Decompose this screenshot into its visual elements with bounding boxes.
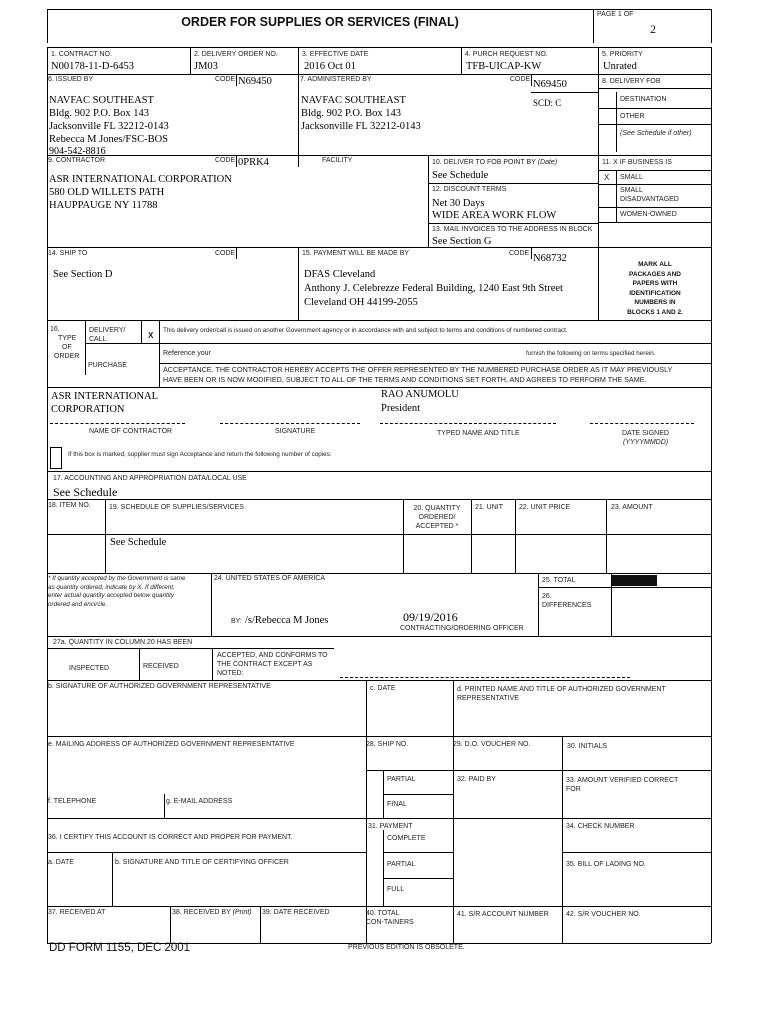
purch-request-value: TFB-UICAP-KW [466, 61, 542, 72]
mail-invoices-label: 13. MAIL INVOICES TO THE ADDRESS IN BLOCK [432, 226, 593, 233]
typed-title: President [381, 403, 421, 414]
issued-by-line: NAVFAC SOUTHEAST [49, 95, 154, 106]
delivery-order-label: 2. DELIVERY ORDER NO. [194, 51, 278, 58]
scd-code: SCD: C [533, 98, 562, 108]
quantity-note-line: ordered and encircle. [48, 600, 108, 608]
type-of-order-label [50, 325, 79, 361]
acceptance-text-1: ACCEPTANCE. THE CONTRACTOR HEREBY ACCEPTS THE OFFER REPRESENTED BY THE NUMBERED PURCHASE ORDER AS IT MAY PREVIOUSLY [163, 365, 673, 374]
delivery-call-mark[interactable]: X [148, 331, 154, 340]
noted-line [340, 677, 630, 678]
administered-by-line: Jacksonville FL 32212-0143 [301, 121, 421, 132]
total-containers-line: 40. TOTAL [366, 910, 400, 917]
unit-price-label: 22. UNIT PRICE [519, 504, 571, 511]
complete-label: COMPLETE [387, 835, 426, 842]
contract-no-label: 1. CONTRACT NO. [51, 51, 112, 58]
received-by-print: (Print) [232, 909, 252, 916]
discount-terms-line: Net 30 Days [432, 198, 485, 209]
women-owned-label: WOMEN-OWNED [620, 211, 677, 218]
amount-verified-line: FOR [566, 786, 581, 793]
fob-other-label: OTHER [620, 113, 645, 120]
priority-value: Unrated [603, 61, 637, 72]
contract-no-value: N00178-11-D-6453 [51, 61, 135, 72]
quantity-note-line: as quantity ordered, indicate by X. If different, [48, 583, 175, 591]
received-label: RECEIVED [143, 663, 179, 670]
type-label-of: OF [62, 344, 72, 351]
contractor-line: 580 OLD WILLETS PATH [49, 187, 165, 198]
signed-date: 09/19/2016 [403, 610, 458, 624]
contractor-code-label: CODE [215, 157, 236, 164]
name-of-contractor-label: NAME OF CONTRACTOR [89, 428, 173, 435]
final-label: FINAL [387, 801, 407, 808]
copies-note: If this box is marked, supplier must sign Acceptance and return the following number of copies: [68, 451, 332, 458]
usa-label: 24. UNITED STATES OF AMERICA [214, 575, 325, 582]
mark-all-line: IDENTIFICATION [629, 289, 681, 297]
accepted-line: THE CONTRACT EXCEPT AS [217, 661, 313, 668]
signature-label: SIGNATURE [275, 428, 316, 435]
contractor-name-line: CORPORATION [51, 404, 125, 415]
differences-label [542, 592, 591, 610]
fob-other-checkbox[interactable] [599, 108, 616, 124]
obsolete-notice: PREVIOUS EDITION IS OBSOLETE. [348, 944, 465, 951]
certify-date-label: a. DATE [48, 859, 74, 866]
discount-terms-line: WIDE AREA WORK FLOW [432, 210, 557, 221]
mailing-address-label: e. MAILING ADDRESS OF AUTHORIZED GOVERNMENT REPRESENTATIVE [48, 741, 295, 748]
facility-label: FACILITY [322, 157, 353, 164]
date-format-label: (YYYYMMDD) [623, 439, 669, 446]
administered-by-line: Bldg. 902 P.O. Box 143 [301, 108, 402, 119]
mark-all-line: PAPERS WITH [632, 280, 678, 287]
amount-label: 23. AMOUNT [611, 504, 653, 511]
purchase-label: PURCHASE [88, 362, 127, 369]
received-by-text: 38. RECEIVED BY [172, 909, 231, 916]
accounting-label: 17. ACCOUNTING AND APPROPRIATION DATA/LOCAL USE [53, 475, 247, 482]
sr-voucher-label: 42. S/R VOUCHER NO. [566, 911, 641, 918]
type-label-16: 16. [50, 326, 60, 333]
issued-by-line: Jacksonville FL 32212-0143 [49, 121, 169, 132]
ship-to-label: 14. SHIP TO [48, 250, 88, 257]
mark-all-line: MARK ALL [638, 261, 672, 268]
small-business-label: SMALL [620, 174, 643, 181]
total-label: 25. TOTAL [542, 577, 576, 584]
quantity-note-line: * If quantity accepted by the Government is same [48, 575, 186, 582]
issued-by-line: Bldg. 902 P.O. Box 143 [49, 108, 150, 119]
full-label: FULL [387, 886, 405, 893]
payment-label: 31. PAYMENT [368, 823, 413, 830]
check-number-label: 34. CHECK NUMBER [566, 823, 635, 830]
gov-rep-name-label [457, 685, 666, 703]
mark-all-line: NUMBERS IN [634, 299, 676, 306]
deliver-fob-label [432, 159, 557, 167]
issued-by-line: 904-542-8816 [49, 146, 106, 157]
payment-by-line: Cleveland OH 44199-2055 [304, 297, 418, 308]
quantity-column-label: 27a. QUANTITY IN COLUMN 20 HAS BEEN [53, 639, 193, 646]
contractor-label: 9. CONTRACTOR [48, 157, 106, 164]
certify-label: 36. I CERTIFY THIS ACCOUNT IS CORRECT AND PROPER FOR PAYMENT. [48, 834, 293, 841]
ship-no-label: 28. SHIP NO. [366, 741, 409, 748]
mail-invoices-value: See Section G [432, 236, 492, 247]
issued-by-label: 6. ISSUED BY [48, 76, 94, 83]
mark-all-notice [599, 260, 711, 317]
quantity-label-2: ORDERED/ [418, 514, 456, 521]
accepted-conforms-label [217, 651, 328, 678]
gov-rep-signature-label: b. SIGNATURE OF AUTHORIZED GOVERNMENT REPRESENTATIVE [48, 683, 271, 690]
total-containers-line: CON-TAINERS [366, 919, 414, 926]
quantity-label-3: ACCEPTED * [415, 523, 459, 530]
issued-by-line: Rebecca M Jones/FSC-BOS [49, 134, 168, 145]
ship-to-value: See Section D [53, 269, 113, 280]
received-at-label: 37. RECEIVED AT [48, 909, 106, 916]
email-label: g. E-MAIL ADDRESS [166, 798, 233, 805]
gov-rep-name-line: d. PRINTED NAME AND TITLE OF AUTHORIZED GOVERNMENT [457, 686, 666, 693]
issued-by-code: N69450 [238, 76, 272, 87]
quantity-label [403, 504, 471, 531]
amount-verified-line: 33. AMOUNT VERIFIED CORRECT [566, 777, 679, 784]
administered-by-code: N69450 [533, 79, 567, 90]
reference-label: Reference your [163, 350, 211, 357]
issued-by-code-label: CODE [215, 76, 236, 83]
effective-date-label: 3. EFFECTIVE DATE [302, 51, 369, 58]
contractor-name-line: ASR INTERNATIONAL [51, 391, 159, 402]
discount-terms-label: 12. DISCOUNT TERMS [432, 186, 507, 193]
signer-name: /s/Rebecca M Jones [245, 615, 329, 626]
furnish-label: furnish the following on terms specified herein. [526, 350, 656, 357]
call-label: CALL [89, 336, 107, 343]
amount-verified-label [566, 776, 678, 794]
type-label-order: ORDER [54, 353, 80, 360]
ship-to-code-label: CODE [215, 250, 236, 257]
page-total: 2 [650, 22, 656, 36]
differences-label-2: DIFFERENCES [542, 602, 592, 609]
small-disadvantaged-label-2: DISADVANTAGED [620, 196, 679, 203]
fob-destination-label: DESTINATION [620, 96, 667, 103]
small-business-mark[interactable]: X [604, 173, 610, 182]
delivery-order-text: This delivery order/call is issued on another Government agency or in accordance with and subject to terms and conditions of numbered contract. [163, 327, 568, 334]
payment-by-line: DFAS Cleveland [304, 269, 376, 280]
item-no-label: 18. ITEM NO. [48, 502, 91, 509]
partial-label: PARTIAL [387, 776, 416, 783]
quantity-note-line: enter actual quantity accepted below quantity [48, 592, 175, 599]
contractor-line: HAUPPAUGE NY 11788 [49, 200, 158, 211]
paid-by-label: 32. PAID BY [457, 776, 496, 783]
administered-by-label: 7. ADMINISTERED BY [300, 76, 372, 83]
accepted-line: ACCEPTED, AND CONFORMS TO [217, 652, 328, 659]
deliver-fob-label-text: 10. DELIVER TO FOB POINT BY [432, 159, 536, 166]
deliver-fob-label-date: (Date) [537, 159, 558, 166]
total-containers-label [366, 909, 414, 927]
payment-by-line: Anthony J. Celebrezze Federal Building, 1240 East 9th Street [304, 283, 563, 294]
contractor-line: ASR INTERNATIONAL CORPORATION [49, 174, 232, 185]
acceptance-text-2: HAVE BEEN OR IS NOW MODIFIED, SUBJECT TO ALL OF THE TERMS AND CONDITIONS SET FORTH, AND AGREES TO PERFORM THE SAME. [163, 375, 647, 384]
partial-label-2: PARTIAL [387, 861, 416, 868]
business-label: 11. X IF BUSINESS IS [602, 159, 672, 166]
type-label-type: TYPE [58, 335, 77, 342]
delivery-order-value: JM03 [194, 61, 218, 72]
delivery-label: DELIVERY/ [89, 327, 126, 334]
effective-date-value: 2016 Oct 01 [304, 61, 356, 72]
small-disadvantaged-label: SMALL [620, 187, 643, 194]
bill-of-lading-label: 35. BILL OF LADING NO. [566, 861, 646, 868]
schedule-value: See Schedule [110, 537, 167, 548]
date-signed-label: DATE SIGNED [622, 430, 669, 437]
typed-name-title-label: TYPED NAME AND TITLE [437, 430, 520, 437]
purch-request-label: 4. PURCH REQUEST NO. [465, 51, 548, 58]
telephone-label: f. TELEPHONE [48, 798, 97, 805]
initials-label: 30. INITIALS [567, 743, 608, 750]
fob-destination-checkbox[interactable] [599, 92, 616, 108]
deliver-fob-value: See Schedule [432, 170, 489, 181]
mark-all-line: PACKAGES AND [628, 270, 681, 278]
sr-account-label: 41. S/R ACCOUNT NUMBER [457, 911, 549, 918]
priority-label: 5. PRIORITY [602, 51, 643, 58]
differences-label-1: 26. [542, 593, 552, 600]
payment-by-label: 15. PAYMENT WILL BE MADE BY [302, 250, 410, 257]
accepted-line: NOTED: [217, 670, 244, 677]
unit-label: 21. UNIT [475, 504, 504, 511]
form-number: DD FORM 1155, DEC 2001 [49, 942, 191, 954]
contracting-officer-label: CONTRACTING/ORDERING OFFICER [400, 625, 524, 632]
received-by-label [172, 909, 252, 917]
page-label: PAGE 1 OF [597, 11, 634, 18]
gov-rep-date-label: c. DATE [370, 685, 396, 692]
payment-by-code: N68732 [533, 253, 567, 264]
typed-name: RAO ANUMOLU [381, 389, 459, 400]
by-label: BY: [231, 618, 242, 625]
certifying-officer-label: b. SIGNATURE AND TITLE OF CERTIFYING OFFICER [115, 859, 289, 866]
form-title: ORDER FOR SUPPLIES OR SERVICES (FINAL) [181, 15, 459, 29]
contractor-code: 0PRK4 [238, 157, 269, 168]
quantity-label-1: 20. QUANTITY [413, 505, 461, 512]
gov-rep-name-line: REPRESENTATIVE [457, 695, 519, 702]
do-voucher-label: 29. D.O. VOUCHER NO. [453, 741, 531, 748]
delivery-fob-label: 8. DELIVERY FOB [602, 78, 661, 85]
delivery-call-label [89, 326, 125, 344]
inspected-label: INSPECTED [69, 665, 110, 672]
accounting-value: See Schedule [53, 485, 118, 499]
quantity-note [48, 575, 186, 609]
payment-by-code-label: CODE [509, 250, 530, 257]
date-received-label: 39. DATE RECEIVED [262, 909, 330, 916]
schedule-label: 19. SCHEDULE OF SUPPLIES/SERVICES [109, 504, 244, 511]
fob-other-note: (See Schedule if other) [620, 130, 692, 137]
mark-all-line: BLOCKS 1 AND 2. [627, 308, 683, 316]
administered-by-line: NAVFAC SOUTHEAST [301, 95, 406, 106]
administered-by-code-label: CODE [510, 76, 531, 83]
